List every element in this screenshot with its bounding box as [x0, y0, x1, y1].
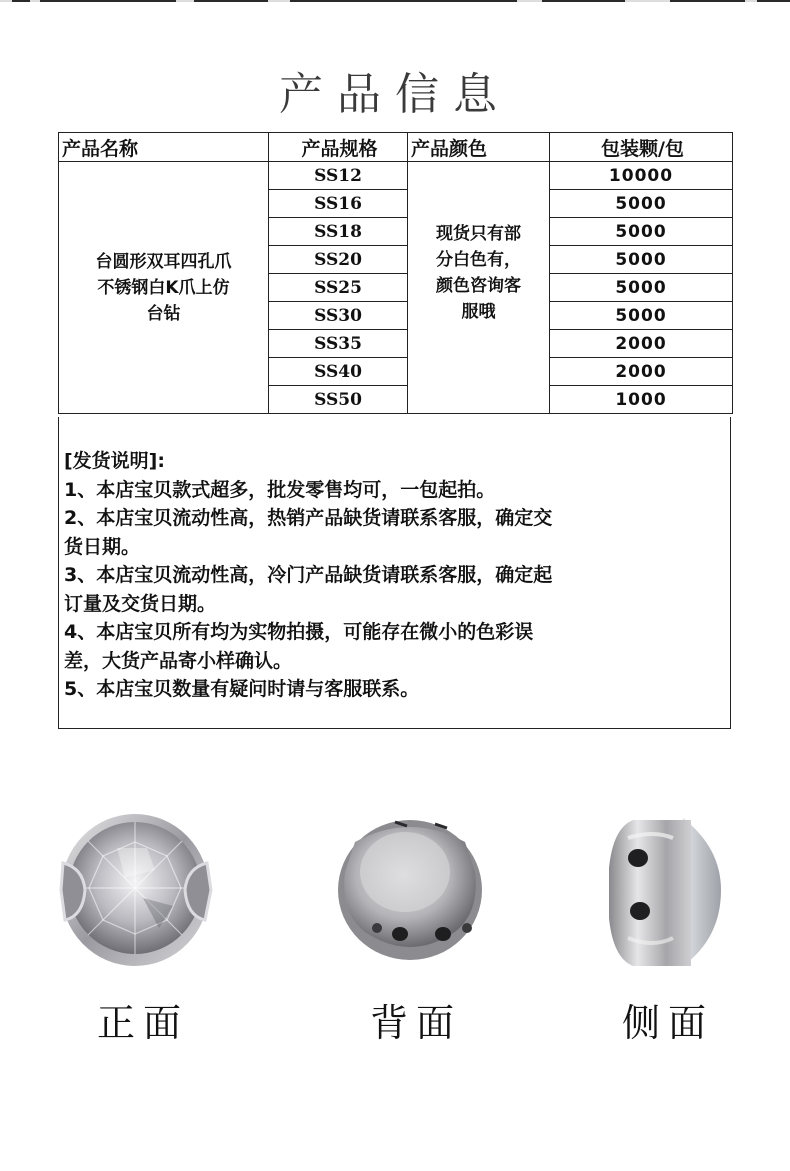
back-view-label: 背面: [370, 1001, 463, 1045]
header-product-name: 产品名称: [59, 133, 269, 162]
notes-line: 订量及交货日期。: [64, 592, 217, 615]
spec-cell: SS16: [269, 190, 408, 218]
product-spec-table: [58, 132, 733, 414]
notes-line: 货日期。: [64, 535, 141, 558]
color-note-line: 服哦: [461, 301, 496, 322]
back-view-image: [335, 812, 485, 962]
spec-cell: SS30: [269, 302, 408, 330]
front-view-label: 正面: [97, 1001, 190, 1045]
color-note-cell: [408, 162, 550, 414]
notes-line: 4、本店宝贝所有均为实物拍摄，可能存在微小的色彩误: [64, 621, 534, 643]
table-header-row: [59, 133, 733, 162]
product-name-line: 不锈钢白K爪上仿: [97, 277, 230, 298]
qty-cell: 2000: [550, 358, 733, 386]
notes-line: 5、本店宝贝数量有疑问时请与客服联系。: [64, 678, 420, 700]
spec-cell: SS25: [269, 274, 408, 302]
header-color: 产品颜色: [408, 133, 550, 162]
qty-cell: 5000: [550, 246, 733, 274]
spec-cell: SS40: [269, 358, 408, 386]
color-note-line: 现货只有部: [436, 223, 521, 244]
side-view-label: 侧面: [622, 1001, 715, 1045]
qty-cell: 5000: [550, 190, 733, 218]
qty-cell: 1000: [550, 386, 733, 414]
top-divider: [0, 0, 790, 2]
spec-cell: SS20: [269, 246, 408, 274]
product-name-line: 台圆形双耳四孔爪: [95, 251, 232, 272]
notes-line: 差，大货产品寄小样确认。: [64, 649, 293, 672]
side-view-image: [603, 808, 723, 973]
qty-cell: 10000: [550, 162, 733, 190]
spec-cell: SS35: [269, 330, 408, 358]
color-note-line: 分白色有，: [436, 249, 521, 270]
front-view-image: [55, 808, 215, 973]
notes-heading: [发货说明]:: [64, 450, 165, 472]
table-row: [59, 162, 733, 190]
spec-cell: SS18: [269, 218, 408, 246]
notes-line: 1、本店宝贝款式超多，批发零售均可，一包起拍。: [64, 478, 496, 501]
spec-cell: SS12: [269, 162, 408, 190]
qty-cell: 2000: [550, 330, 733, 358]
shipping-notes-box: [58, 417, 731, 729]
header-spec: 产品规格: [269, 133, 408, 162]
page-title: 产品信息: [279, 69, 511, 120]
qty-cell: 5000: [550, 218, 733, 246]
spec-cell: SS50: [269, 386, 408, 414]
notes-line: 3、本店宝贝流动性高，冷门产品缺货请联系客服，确定起: [64, 564, 553, 586]
product-name-line: 台钻: [146, 303, 181, 324]
notes-line: 2、本店宝贝流动性高，热销产品缺货请联系客服，确定交: [64, 507, 553, 529]
qty-cell: 5000: [550, 302, 733, 330]
header-pack-qty: 包装颗/包: [550, 133, 733, 162]
qty-cell: 5000: [550, 274, 733, 302]
color-note-line: 颜色咨询客: [436, 275, 521, 296]
product-name-cell: [59, 162, 269, 414]
